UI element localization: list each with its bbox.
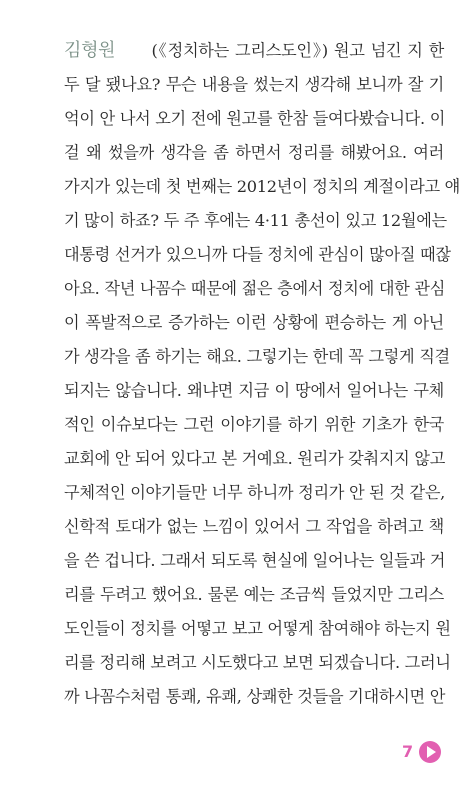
body-text <box>64 34 460 714</box>
text-line: 되지는 않습니다. 왜냐면 지금 이 땅에서 일어나는 구체 <box>64 381 444 400</box>
text-line: 을 쓴 겁니다. 그래서 되도록 현실에 일어나는 일들과 거 <box>64 551 446 570</box>
first-line-text: (《정치하는 그리스도인》) 원고 넘긴 지 한 <box>151 41 445 60</box>
text-line: 적인 이슈보다는 그런 이야기를 하기 위한 기초가 한국 <box>64 415 444 434</box>
text-line: 이 폭발적으로 증가하는 이런 상황에 편승하는 게 아닌 <box>64 313 444 332</box>
text-line: 리를 정리해 보려고 시도했다고 보면 되겠습니다. 그러니 <box>64 653 451 672</box>
play-arrow-icon[interactable] <box>419 741 441 763</box>
text-line: 도인들이 정치를 어떻고 보고 어떻게 참여해야 하는지 원 <box>64 619 451 638</box>
text-line: 구체적인 이야기들만 너무 하니까 정리가 안 된 것 같은, <box>64 483 446 502</box>
text-line: 가지가 있는데 첫 번째는 2012년이 정치의 계절이라고 얘 <box>64 177 460 196</box>
text-line: 신학적 토대가 없는 느낌이 있어서 그 작업을 하려고 책 <box>64 517 444 536</box>
page-number: 7 <box>402 742 414 761</box>
text-line: 억이 안 나서 오기 전에 원고를 한참 들여다봤습니다. 이 <box>64 109 446 128</box>
text-line: 교회에 안 되어 있다고 본 거예요. 원리가 갖춰지지 않고 <box>64 449 446 468</box>
speaker-name: 김형원 <box>64 40 116 61</box>
text-line: 아요. 작년 나꼼수 때문에 젊은 층에서 정치에 대한 관심 <box>64 279 446 298</box>
text-line: 기 많이 하죠? 두 주 후에는 4·11 총선이 있고 12월에는 <box>64 211 447 230</box>
text-line: 걸 왜 썼을까 생각을 좀 하면서 정리를 해봤어요. 여러 <box>64 143 444 162</box>
text-line: 가 생각을 좀 하기는 해요. 그렇기는 한데 꼭 그렇게 직결 <box>64 347 450 366</box>
text-line: 까 나꼼수처럼 통쾌, 유쾌, 상쾌한 것들을 기대하시면 안 <box>64 687 446 706</box>
text-line: 두 달 됐나요? 무슨 내용을 썼는지 생각해 보니까 잘 기 <box>64 75 444 94</box>
text-line: 대통령 선거가 있으니까 다들 정치에 관심이 많아질 때잖 <box>64 245 451 264</box>
text-line: 리를 두려고 했어요. 물론 예는 조금씩 들었지만 그리스 <box>64 585 444 604</box>
first-line <box>64 34 444 68</box>
